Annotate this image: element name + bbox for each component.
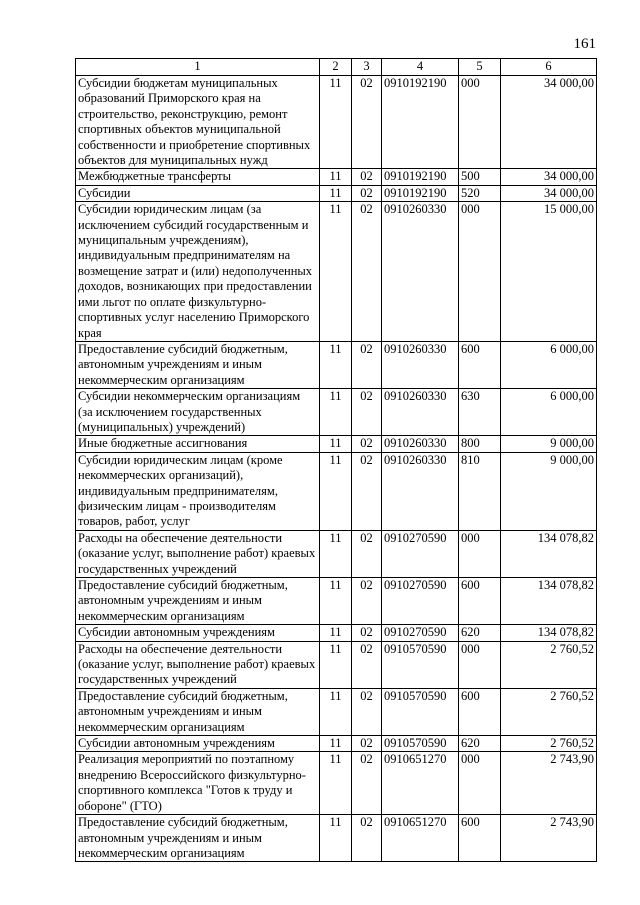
row-target-code-cell: 0910651270 <box>382 752 459 815</box>
row-expense-type-cell: 810 <box>459 452 501 530</box>
row-expense-type-cell: 600 <box>459 688 501 735</box>
row-subsection-cell: 02 <box>352 389 382 436</box>
row-section-cell: 11 <box>320 625 352 641</box>
row-target-code-cell: 0910270590 <box>382 530 459 577</box>
budget-table <box>75 58 597 862</box>
row-expense-type-cell: 520 <box>459 185 501 201</box>
row-subsection-cell: 02 <box>352 688 382 735</box>
row-amount-cell: 2 743,90 <box>501 752 597 815</box>
row-section-cell: 11 <box>320 578 352 625</box>
row-name-cell: Субсидии <box>76 185 320 201</box>
row-expense-type-cell: 630 <box>459 389 501 436</box>
table-row <box>76 202 597 342</box>
row-target-code-cell: 0910570590 <box>382 688 459 735</box>
row-expense-type-cell: 620 <box>459 625 501 641</box>
row-section-cell: 11 <box>320 341 352 388</box>
table-row <box>76 185 597 201</box>
table-row <box>76 625 597 641</box>
row-subsection-cell: 02 <box>352 625 382 641</box>
header-col-5: 5 <box>459 59 501 76</box>
row-subsection-cell: 02 <box>352 530 382 577</box>
row-name-cell: Предоставление субсидий бюджетным, автономным учреждениям и иным некоммерческим организациям <box>76 815 320 862</box>
row-section-cell: 11 <box>320 76 352 169</box>
row-expense-type-cell: 600 <box>459 815 501 862</box>
table-body <box>76 76 597 862</box>
row-amount-cell: 34 000,00 <box>501 169 597 185</box>
table-row <box>76 752 597 815</box>
row-amount-cell: 9 000,00 <box>501 436 597 452</box>
row-amount-cell: 34 000,00 <box>501 185 597 201</box>
row-amount-cell: 134 078,82 <box>501 578 597 625</box>
row-target-code-cell: 0910260330 <box>382 389 459 436</box>
row-target-code-cell: 0910270590 <box>382 578 459 625</box>
row-amount-cell: 134 078,82 <box>501 530 597 577</box>
row-section-cell: 11 <box>320 452 352 530</box>
row-name-cell: Субсидии юридическим лицам (кроме некоммерческих организаций), индивидуальным предпринимателям, физическим лицам - производителям товаров, работ, услуг <box>76 452 320 530</box>
table-row <box>76 436 597 452</box>
row-subsection-cell: 02 <box>352 436 382 452</box>
table-header-row <box>76 59 597 76</box>
row-section-cell: 11 <box>320 688 352 735</box>
header-col-3: 3 <box>352 59 382 76</box>
table-row <box>76 688 597 735</box>
row-amount-cell: 2 760,52 <box>501 736 597 752</box>
table-row <box>76 578 597 625</box>
row-target-code-cell: 0910651270 <box>382 815 459 862</box>
table-row <box>76 530 597 577</box>
row-expense-type-cell: 000 <box>459 202 501 342</box>
row-expense-type-cell: 000 <box>459 752 501 815</box>
row-target-code-cell: 0910260330 <box>382 341 459 388</box>
row-amount-cell: 2 743,90 <box>501 815 597 862</box>
row-expense-type-cell: 800 <box>459 436 501 452</box>
row-name-cell: Субсидии автономным учреждениям <box>76 736 320 752</box>
table-row <box>76 341 597 388</box>
header-col-6: 6 <box>501 59 597 76</box>
row-subsection-cell: 02 <box>352 169 382 185</box>
row-amount-cell: 9 000,00 <box>501 452 597 530</box>
row-expense-type-cell: 000 <box>459 641 501 688</box>
row-subsection-cell: 02 <box>352 815 382 862</box>
table-row <box>76 641 597 688</box>
row-target-code-cell: 0910260330 <box>382 452 459 530</box>
row-section-cell: 11 <box>320 389 352 436</box>
row-amount-cell: 34 000,00 <box>501 76 597 169</box>
row-section-cell: 11 <box>320 185 352 201</box>
row-target-code-cell: 0910570590 <box>382 736 459 752</box>
row-section-cell: 11 <box>320 436 352 452</box>
row-section-cell: 11 <box>320 815 352 862</box>
row-amount-cell: 15 000,00 <box>501 202 597 342</box>
row-target-code-cell: 0910260330 <box>382 436 459 452</box>
row-section-cell: 11 <box>320 202 352 342</box>
row-subsection-cell: 02 <box>352 76 382 169</box>
row-target-code-cell: 0910192190 <box>382 76 459 169</box>
table-row <box>76 452 597 530</box>
header-col-4: 4 <box>382 59 459 76</box>
row-section-cell: 11 <box>320 641 352 688</box>
row-target-code-cell: 0910192190 <box>382 185 459 201</box>
row-name-cell: Субсидии некоммерческим организациям (за исключением государственных (муниципальных) учреждений) <box>76 389 320 436</box>
row-target-code-cell: 0910270590 <box>382 625 459 641</box>
row-subsection-cell: 02 <box>352 202 382 342</box>
row-name-cell: Предоставление субсидий бюджетным, автономным учреждениям и иным некоммерческим организациям <box>76 341 320 388</box>
row-expense-type-cell: 600 <box>459 578 501 625</box>
row-section-cell: 11 <box>320 169 352 185</box>
row-expense-type-cell: 000 <box>459 530 501 577</box>
header-col-2: 2 <box>320 59 352 76</box>
row-subsection-cell: 02 <box>352 736 382 752</box>
row-expense-type-cell: 600 <box>459 341 501 388</box>
row-name-cell: Субсидии автономным учреждениям <box>76 625 320 641</box>
row-target-code-cell: 0910192190 <box>382 169 459 185</box>
row-name-cell: Расходы на обеспечение деятельности (оказание услуг, выполнение работ) краевых государственных учреждений <box>76 530 320 577</box>
row-name-cell: Предоставление субсидий бюджетным, автономным учреждениям и иным некоммерческим организациям <box>76 688 320 735</box>
row-expense-type-cell: 500 <box>459 169 501 185</box>
row-name-cell: Реализация мероприятий по поэтапному внедрению Всероссийского физкультурно-спортивного комплекса "Готов к труду и обороне" (ГТО) <box>76 752 320 815</box>
row-subsection-cell: 02 <box>352 185 382 201</box>
row-amount-cell: 6 000,00 <box>501 341 597 388</box>
table-row <box>76 169 597 185</box>
row-name-cell: Расходы на обеспечение деятельности (оказание услуг, выполнение работ) краевых государственных учреждений <box>76 641 320 688</box>
row-expense-type-cell: 000 <box>459 76 501 169</box>
page-number: 161 <box>573 36 596 52</box>
table-row <box>76 815 597 862</box>
row-name-cell: Межбюджетные трансферты <box>76 169 320 185</box>
row-section-cell: 11 <box>320 530 352 577</box>
table-row <box>76 76 597 169</box>
row-target-code-cell: 0910260330 <box>382 202 459 342</box>
row-name-cell: Субсидии бюджетам муниципальных образований Приморского края на строительство, реконструкцию, ремонт спортивных объектов муниципальной собственности и приобретение спортивных объектов для муниципальных нужд <box>76 76 320 169</box>
row-name-cell: Субсидии юридическим лицам (за исключением субсидий государственным и муниципальным учреждениям), индивидуальным предпринимателям на возмещение затрат и (или) недополученных доходов, возникающих при предоставлении ими льгот по оплате физкультурно-спортивных услуг населению Приморского края <box>76 202 320 342</box>
table-row <box>76 736 597 752</box>
row-name-cell: Иные бюджетные ассигнования <box>76 436 320 452</box>
row-amount-cell: 2 760,52 <box>501 641 597 688</box>
row-subsection-cell: 02 <box>352 641 382 688</box>
row-name-cell: Предоставление субсидий бюджетным, автономным учреждениям и иным некоммерческим организациям <box>76 578 320 625</box>
row-subsection-cell: 02 <box>352 452 382 530</box>
table-row <box>76 389 597 436</box>
row-section-cell: 11 <box>320 736 352 752</box>
row-subsection-cell: 02 <box>352 578 382 625</box>
row-subsection-cell: 02 <box>352 341 382 388</box>
row-subsection-cell: 02 <box>352 752 382 815</box>
row-target-code-cell: 0910570590 <box>382 641 459 688</box>
row-section-cell: 11 <box>320 752 352 815</box>
row-amount-cell: 6 000,00 <box>501 389 597 436</box>
row-expense-type-cell: 620 <box>459 736 501 752</box>
row-amount-cell: 134 078,82 <box>501 625 597 641</box>
header-col-1: 1 <box>76 59 320 76</box>
row-amount-cell: 2 760,52 <box>501 688 597 735</box>
